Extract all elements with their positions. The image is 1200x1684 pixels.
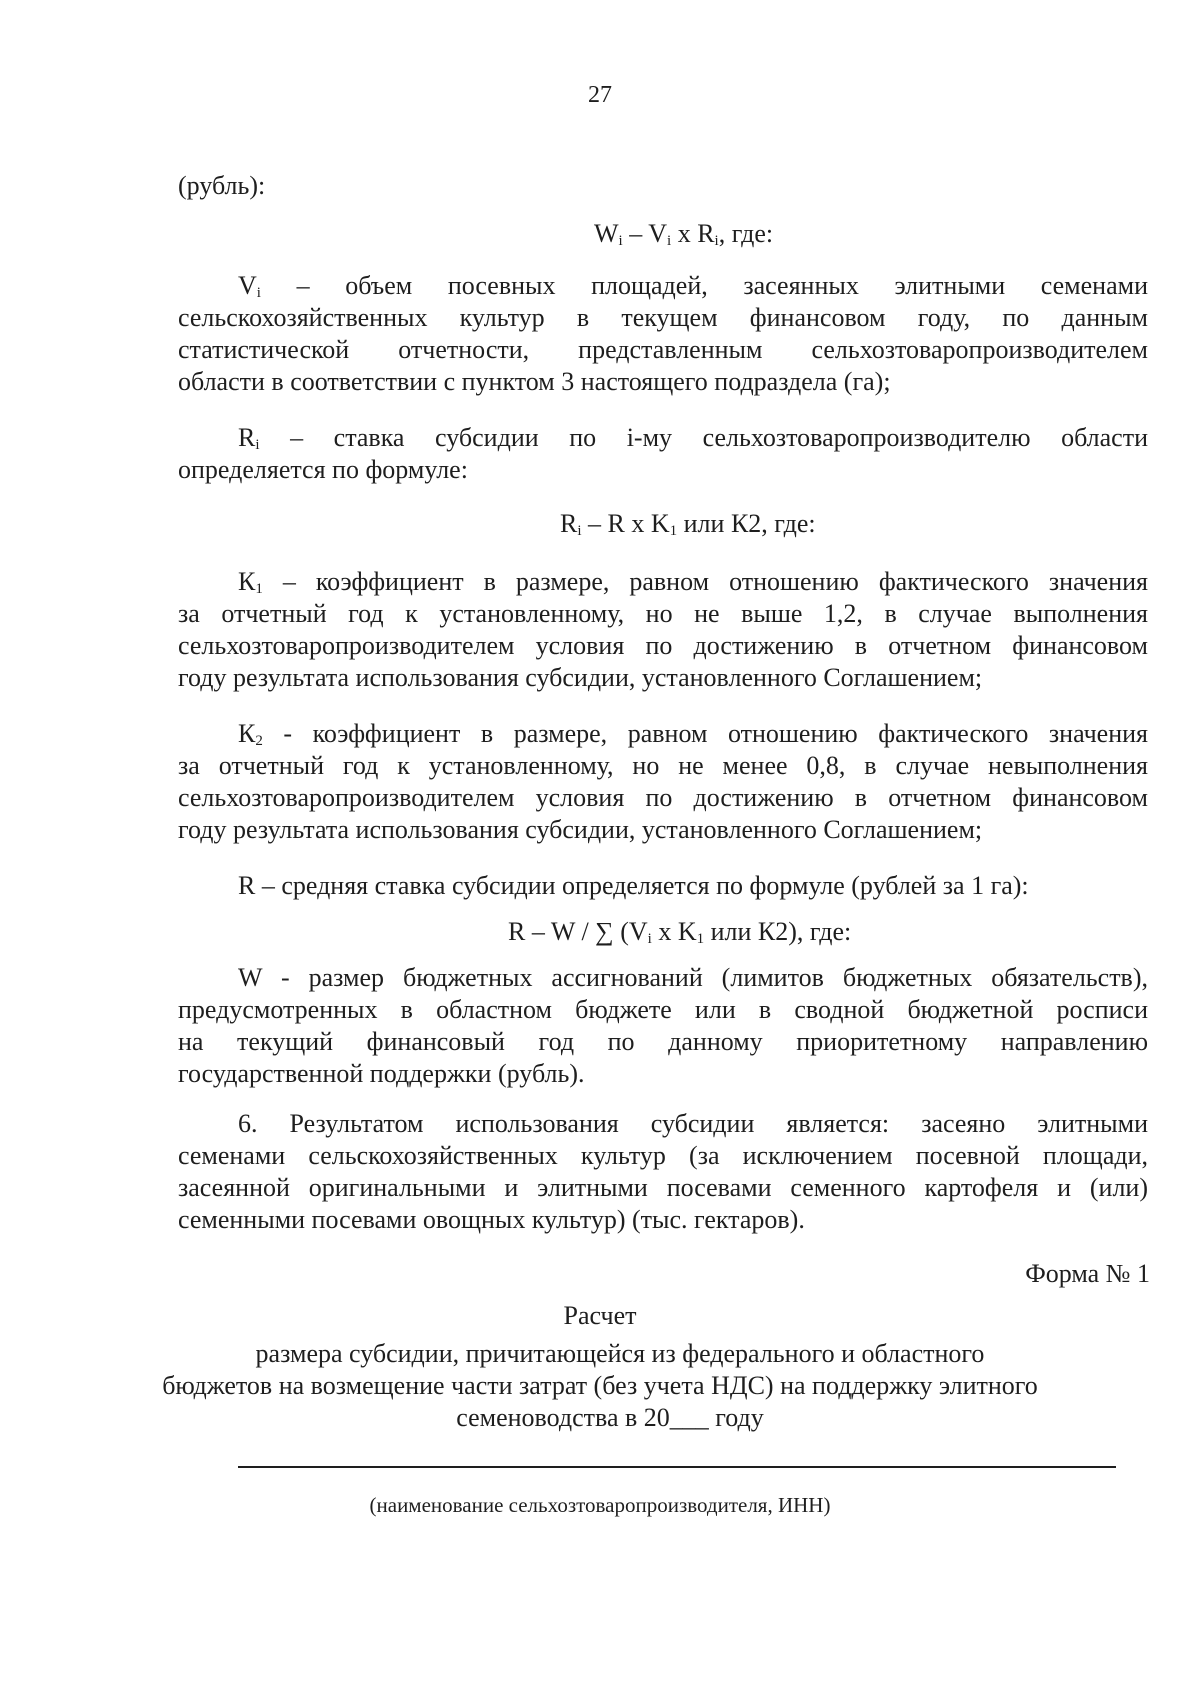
w-line-2: предусмотренных в областном бюджете или в сводной бюджетной росписи	[178, 995, 1148, 1024]
p6-line-1: 6. Результатом использования субсидии является: засеяно элитными	[238, 1109, 1148, 1138]
formula-r-sub: i	[577, 523, 582, 539]
calc-title: Расчет	[563, 1301, 637, 1330]
k1-symbol: К	[238, 567, 256, 596]
formula-w-sub3: i	[714, 233, 719, 249]
p6-line-4: семенными посевами овощных культур) (тыс. гектаров).	[178, 1205, 805, 1234]
formula-avg	[508, 916, 851, 955]
ri-symbol: R	[238, 423, 256, 452]
calc-title-line-3: бюджетов на возмещение части затрат (без учета НДС) на поддержку элитного	[162, 1371, 1038, 1400]
formula-w-sub: i	[618, 233, 623, 249]
k1-text: – коэффициент в размере, равном отношению фактического значения	[262, 567, 1148, 596]
ri-text: – ставка субсидии по i-му сельхозтоваропроизводителю области	[259, 423, 1148, 452]
ruble-intro: (рубль):	[178, 171, 266, 200]
ri-sub: i	[255, 437, 260, 453]
formula-avg-sub2: 1	[696, 931, 705, 947]
ri-line-2: определяется по формуле:	[178, 455, 468, 484]
k2-line-3: сельхозтоваропроизводителем условия по достижению в отчетном финансовом	[178, 783, 1148, 812]
k2-symbol: К	[238, 719, 256, 748]
w-line-1: W - размер бюджетных ассигнований (лимитов бюджетных обязательств),	[238, 963, 1148, 992]
vi-line-2: сельскохозяйственных культур в текущем финансовом году, по данным	[178, 303, 1148, 332]
form-number: Форма № 1	[1025, 1259, 1150, 1288]
vi-sub: i	[256, 285, 261, 301]
formula-r	[560, 508, 816, 547]
k1-line-4: году результата использования субсидии, установленного Соглашением;	[178, 663, 983, 692]
formula-w-sub2: i	[667, 233, 672, 249]
formula-r-sub2: 1	[669, 523, 678, 539]
r-definition: R – средняя ставка субсидии определяется по формуле (рублей за 1 га):	[238, 871, 1029, 900]
formula-avg-part: R – W / ∑ (V	[508, 917, 648, 946]
formula-r-part2: – R x K	[581, 509, 670, 538]
fill-in-line	[238, 1466, 1116, 1468]
formula-avg-sub: i	[647, 931, 652, 947]
formula-avg-tail: или К2), где:	[704, 917, 852, 946]
formula-w-part3: x R	[671, 219, 715, 248]
calc-title-line-4: семеноводства в 20___ году	[456, 1403, 764, 1432]
p6-line-3: засеянной оригинальными и элитными посевами семенного картофеля и (или)	[178, 1173, 1148, 1202]
p6-line-2: семенами сельскохозяйственных культур (за исключением посевной площади,	[178, 1141, 1148, 1170]
k1-line-3: сельхозтоваропроизводителем условия по достижению в отчетном финансовом	[178, 631, 1148, 660]
formula-r-part: R	[560, 509, 578, 538]
formula-w-part2: – V	[622, 219, 668, 248]
formula-w	[594, 218, 773, 257]
k1-sub: 1	[255, 581, 263, 597]
fill-in-caption: (наименование сельхозтоваропроизводителя, ИНН)	[369, 1493, 831, 1517]
formula-r-tail: или К2, где:	[677, 509, 816, 538]
w-line-3: на текущий финансовый год по данному приоритетному направлению	[178, 1027, 1148, 1056]
page-number: 27	[588, 82, 612, 108]
formula-w-part: W	[594, 219, 619, 248]
vi-line-4: области в соответствии с пунктом 3 настоящего подраздела (га);	[178, 367, 891, 396]
k2-sub: 2	[255, 733, 263, 749]
k2-text: - коэффициент в размере, равном отношению фактического значения	[262, 719, 1148, 748]
w-line-4: государственной поддержки (рубль).	[178, 1059, 585, 1088]
vi-text: – объем посевных площадей, засеянных элитными семенами	[260, 271, 1148, 300]
formula-w-tail: , где:	[718, 219, 774, 248]
k2-line-2: за отчетный год к установленному, но не менее 0,8, в случае невыполнения	[178, 751, 1148, 780]
vi-line-3: статистической отчетности, представленным сельхозтоваропроизводителем	[178, 335, 1148, 364]
formula-avg-part2: x K	[651, 917, 697, 946]
k1-line-2: за отчетный год к установленному, но не выше 1,2, в случае выполнения	[178, 599, 1148, 628]
k2-line-4: году результата использования субсидии, установленного Соглашением;	[178, 815, 983, 844]
vi-symbol: V	[238, 271, 257, 300]
calc-title-line-2: размера субсидии, причитающейся из федерального и областного	[255, 1339, 985, 1368]
